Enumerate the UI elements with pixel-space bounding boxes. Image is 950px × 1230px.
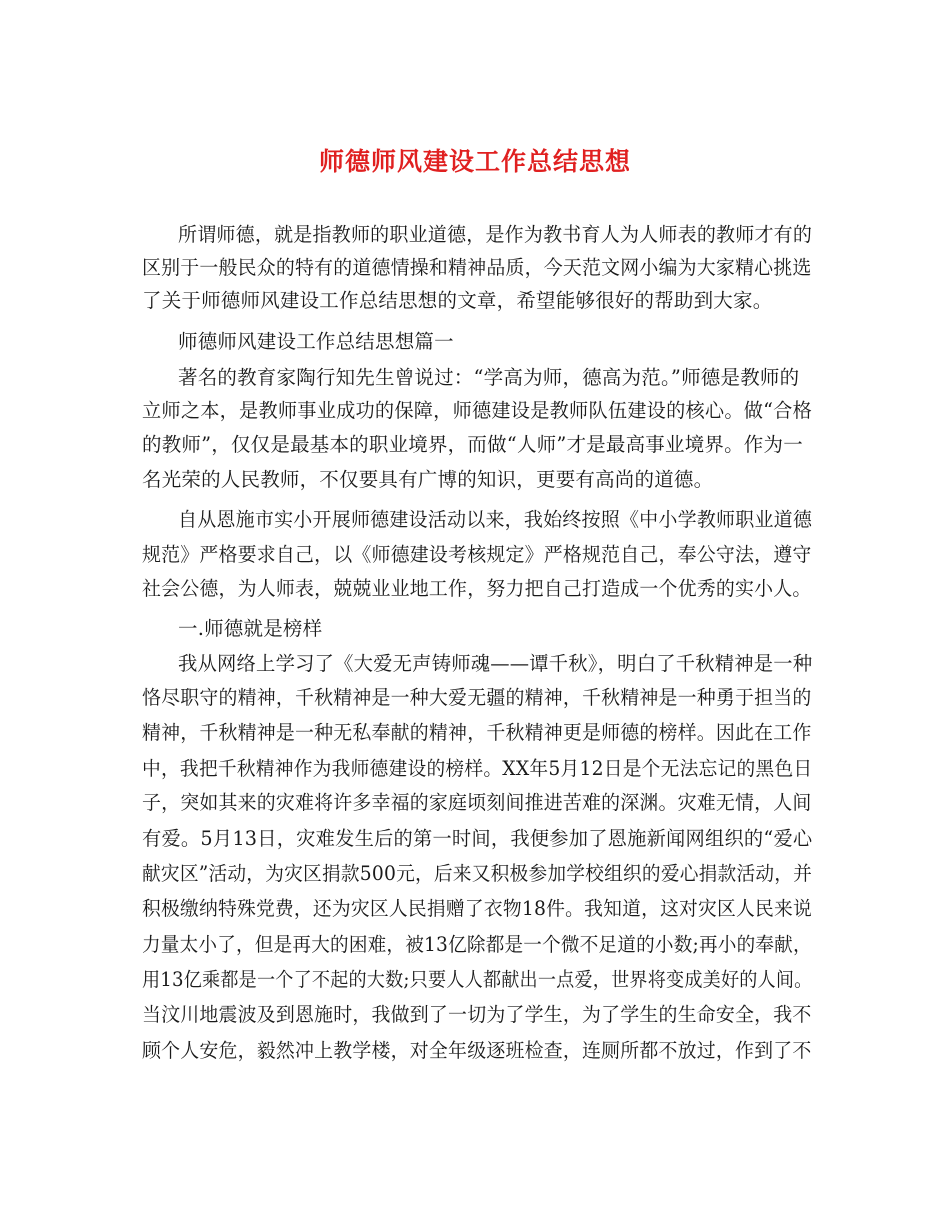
paragraph-line: 恪尽职守的精神，千秋精神是一种大爱无疆的精神，千秋精神是一种勇于担当的 [142,686,812,709]
document-title: 师德师风建设工作总结思想 [318,147,631,176]
paragraph-line: 立师之本，是教师事业成功的保障，师德建设是教师队伍建设的核心。做“合格 [142,399,812,422]
section-heading: 一.师德就是榜样 [178,617,323,640]
paragraph-line: 区别于一般民众的特有的道德情操和精神品质，今天范文网小编为大家精心挑选 [142,256,812,279]
paragraph-line: 积极缴纳特殊党费，还为灾区人民捐赠了衣物18件。我知道，这对灾区人民来说 [142,897,812,920]
paragraph-line: 了关于师德师风建设工作总结思想的文章，希望能够很好的帮助到大家。 [142,289,773,312]
paragraph-line: 规范》严格要求自己，以《师德建设考核规定》严格规范自己，奉公守法，遵守 [142,543,812,566]
paragraph-line: 中，我把千秋精神作为我师德建设的榜样。XX年5月12日是个无法忘记的黑色日 [142,757,813,780]
paragraph-line: 精神，千秋精神是一种无私奉献的精神，千秋精神更是师德的榜样。因此在工作 [142,721,812,744]
paragraph-line: 的教师”，仅仅是最基本的职业境界，而做“人师”才是最高事业境界。作为一 [142,433,803,456]
paragraph-line: 有爱。5月13日，灾难发生后的第一时间，我便参加了恩施新闻网组织的“爱心 [142,827,813,850]
paragraph-line: 名光荣的人民教师，不仅要具有广博的知识，更要有高尚的道德。 [142,468,714,491]
section-heading: 师德师风建设工作总结思想篇一 [178,330,454,353]
paragraph-line: 力量太小了，但是再大的困难，被13亿除都是一个微不足道的小数;再小的奉献， [142,933,812,956]
paragraph-line: 当汶川地震波及到恩施时，我做到了一切为了学生，为了学生的生命安全，我不 [142,1003,812,1026]
paragraph-line: 自从恩施市实小开展师德建设活动以来，我始终按照《中小学教师职业道德 [178,508,813,531]
paragraph-line: 社会公德，为人师表，兢兢业业地工作，努力把自己打造成一个优秀的实小人。 [142,577,812,600]
paragraph-line: 用13亿乘都是一个了不起的大数;只要人人都献出一点爱，世界将变成美好的人间。 [142,968,813,991]
paragraph-line: 顾个人安危，毅然冲上教学楼，对全年级逐班检查，连厕所都不放过，作到了不 [142,1039,812,1062]
paragraph-line: 著名的教育家陶行知先生曾说过：“学高为师，德高为范。”师德是教师的 [178,366,800,389]
paragraph-line: 子，突如其来的灾难将许多幸福的家庭顷刻间推进苦难的深渊。灾难无情，人间 [142,791,812,814]
paragraph-line: 我从网络上学习了《大爱无声铸师魂——谭千秋》，明白了千秋精神是一种 [178,652,813,675]
paragraph-line: 所谓师德，就是指教师的职业道德，是作为教书育人为人师表的教师才有的 [178,223,813,246]
paragraph-line: 献灾区”活动，为灾区捐款500元，后来又积极参加学校组织的爱心捐款活动，并 [142,862,813,885]
